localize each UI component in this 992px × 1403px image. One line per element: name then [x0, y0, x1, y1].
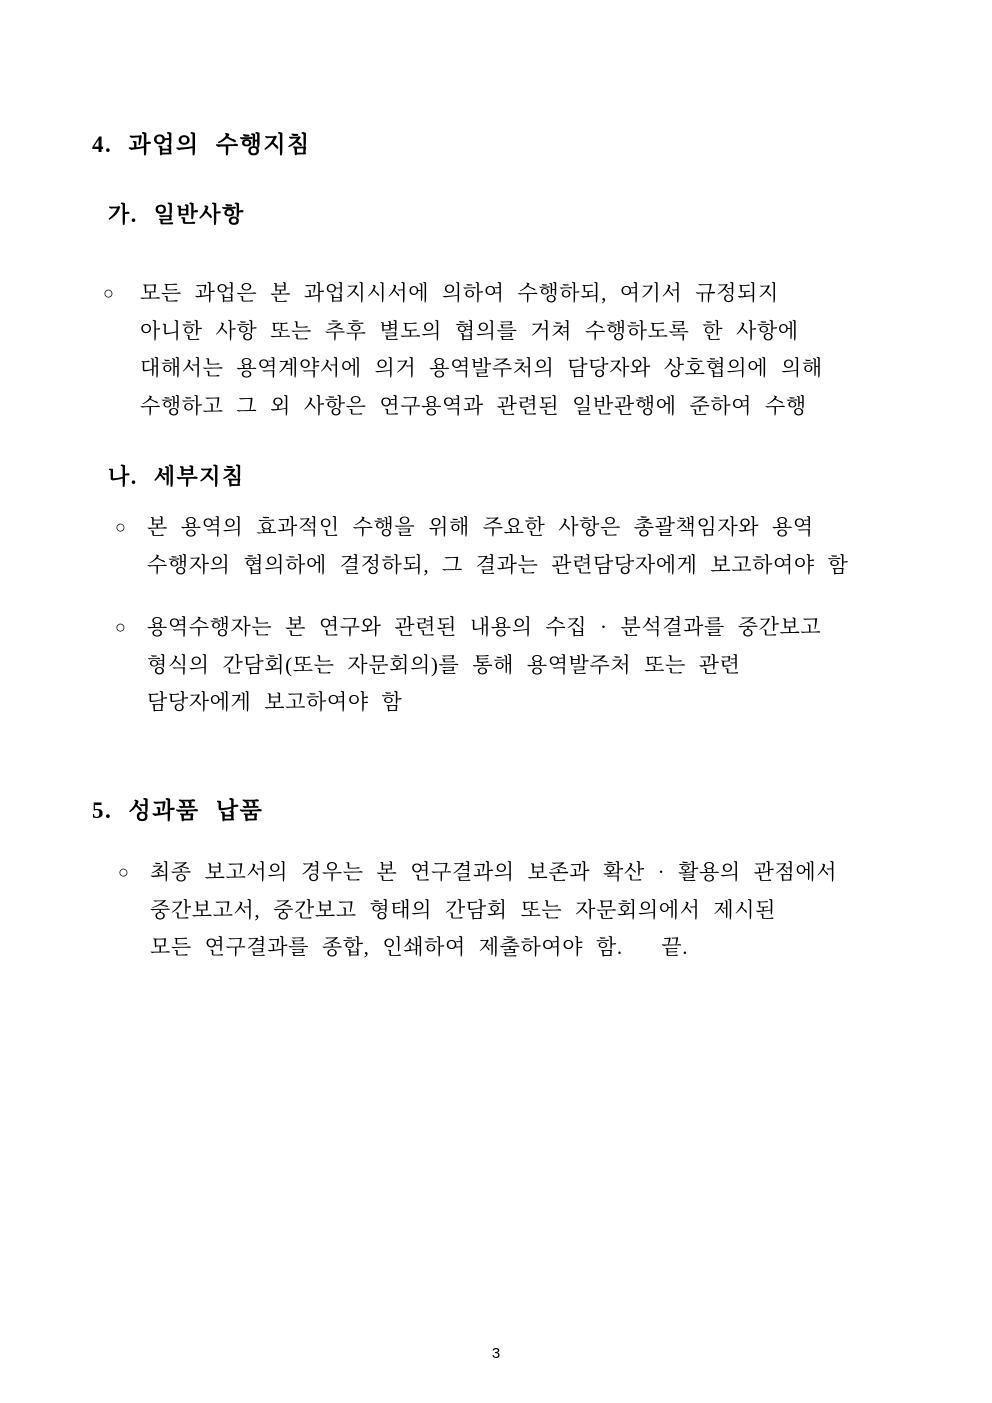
subsection-ga-heading: 가. 일반사항 — [108, 202, 245, 227]
bullet-text — [147, 609, 955, 722]
bullet-item-detail-1 — [115, 509, 955, 584]
bullet-item-detail-2 — [115, 609, 955, 722]
circle-bullet-icon: ○ — [115, 517, 126, 537]
bullet-line: 모든 과업은 본 과업지시서에 의하여 수행하되, 여기서 규정되지 — [140, 281, 779, 305]
circle-bullet-icon: ○ — [103, 283, 114, 303]
subsection-na-heading: 나. 세부지침 — [108, 464, 245, 489]
bullet-line: 모든 연구결과를 종합, 인쇄하여 제출하여야 함. 끝. — [150, 935, 689, 959]
bullet-text — [150, 854, 958, 967]
bullet-line: 본 용역의 효과적인 수행을 위해 주요한 사항은 총괄책임자와 용역 — [147, 515, 814, 539]
page-number: 3 — [491, 1345, 501, 1362]
section-4-heading: 4. 과업의 수행지침 — [92, 132, 311, 157]
section-5-heading: 5. 성과품 납품 — [92, 798, 264, 823]
bullet-line: 용역수행자는 본 연구와 관련된 내용의 수집 · 분석결과를 중간보고 — [147, 615, 822, 639]
bullet-line: 아니한 사항 또는 추후 별도의 협의를 거쳐 수행하도록 한 사항에 — [140, 318, 799, 343]
bullet-line: 담당자에게 보고하여야 함 — [147, 690, 403, 714]
bullet-item-general-1 — [103, 275, 943, 425]
bullet-line: 대해서는 용역계약서에 의거 용역발주처의 담당자와 상호협의에 의해 — [140, 356, 823, 380]
bullet-line: 최종 보고서의 경우는 본 연구결과의 보존과 확산 · 활용의 관점에서 — [150, 860, 838, 884]
bullet-line: 수행자의 협의하에 결정하되, 그 결과는 관련담당자에게 보고하여야 함 — [147, 552, 849, 577]
bullet-text — [140, 275, 943, 425]
bullet-line: 중간보고서, 중간보고 형태의 간담회 또는 자문회의에서 제시된 — [150, 897, 776, 922]
circle-bullet-icon: ○ — [115, 617, 126, 637]
bullet-text — [147, 509, 955, 584]
bullet-line: 수행하고 그 외 사항은 연구용역과 관련된 일반관행에 준하여 수행 — [140, 393, 807, 418]
bullet-line: 형식의 간담회(또는 자문회의)를 통해 용역발주처 또는 관련 — [147, 652, 741, 677]
bullet-item-deliverable-1 — [118, 854, 958, 967]
circle-bullet-icon: ○ — [118, 862, 129, 882]
